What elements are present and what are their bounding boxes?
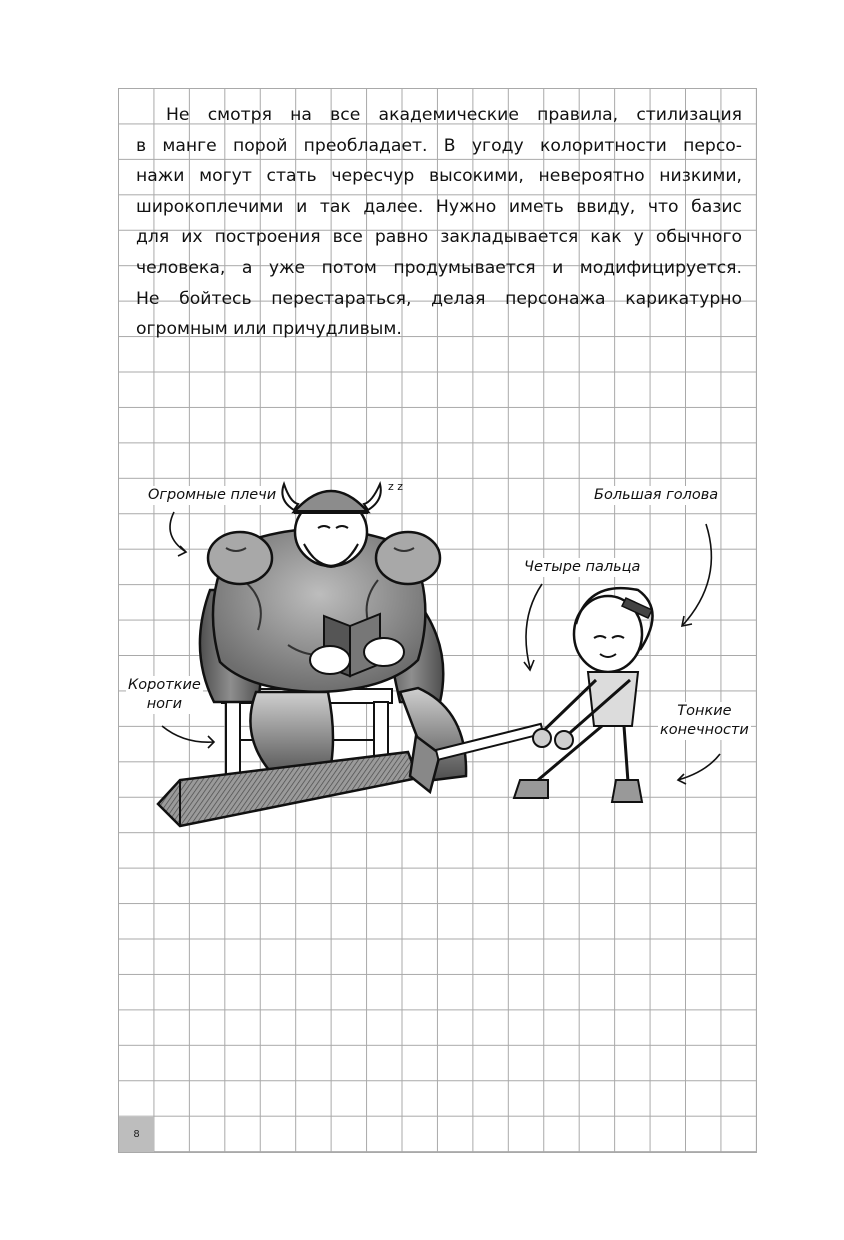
page-number: 8 bbox=[133, 1129, 140, 1140]
characters-illustration bbox=[118, 440, 756, 860]
page-number-box bbox=[119, 1117, 154, 1152]
label-huge-shoulders: Огромные плечи bbox=[148, 487, 277, 503]
sleep-mark: z z bbox=[388, 480, 404, 493]
label-short-legs-line2: ноги bbox=[146, 696, 183, 712]
label-thin-limbs-line2: конечности bbox=[660, 722, 749, 738]
girl-character bbox=[514, 588, 653, 802]
paragraph-line: человека, а уже потом продумывается и модифицируется. bbox=[136, 257, 742, 278]
paragraph-line: широкоплечими и так далее. Нужно иметь ввиду, что базис bbox=[136, 196, 742, 217]
paragraph-line: в манге порой преобладает. В угоду колоритности персо- bbox=[136, 135, 742, 156]
label-big-head: Большая голова bbox=[594, 487, 719, 503]
label-short-legs bbox=[126, 676, 203, 714]
paragraph-line: нажи могут стать чересчур высокими, невероятно низкими, bbox=[136, 166, 742, 187]
label-thin-limbs bbox=[658, 702, 751, 740]
paragraph-line: для их построения все равно закладывается как у обычного bbox=[136, 227, 742, 248]
label-four-fingers: Четыре пальца bbox=[524, 559, 641, 575]
label-short-legs-line1: Короткие bbox=[128, 677, 201, 693]
paragraph-line: Не смотря на все академические правила, стилизация bbox=[166, 105, 742, 125]
body-paragraph bbox=[136, 100, 742, 345]
paragraph-line: огромным или причудливым. bbox=[136, 319, 402, 340]
paragraph-line: Не бойтесь перестараться, делая персонажа карикатурно bbox=[136, 288, 742, 309]
label-thin-limbs-line1: Тонкие bbox=[677, 703, 732, 719]
